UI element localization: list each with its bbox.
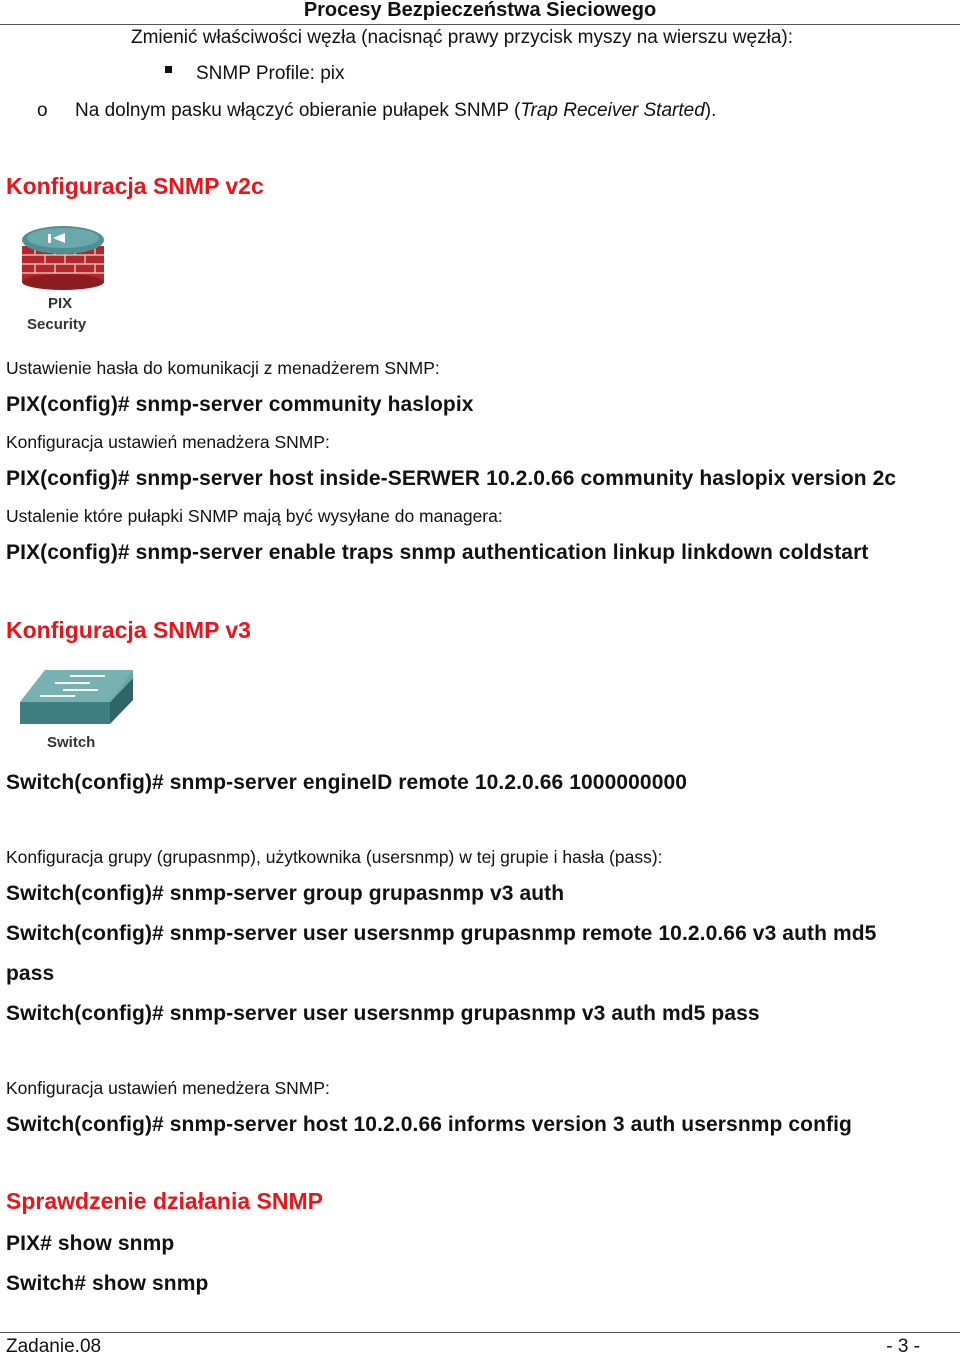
footer-page-number: - 3 - [886,1336,920,1356]
command-line: PIX(config)# snmp-server enable traps snmp authentication linkup linkdown coldstart [6,541,869,564]
description-text: Ustawienie hasła do komunikacji z menadżerem SNMP: [6,358,440,378]
command-line-continuation: pass [6,962,55,985]
command-line: Switch(config)# snmp-server engineID remote 10.2.0.66 1000000000 [6,771,688,794]
command-line: Switch# show snmp [6,1272,209,1295]
switch-icon [15,664,140,729]
command-line: Switch(config)# snmp-server user usersnmp grupasnmp remote 10.2.0.66 v3 auth md5 [6,922,877,945]
description-text: Konfiguracja ustawień menadżera SNMP: [6,432,330,452]
command-line: PIX(config)# snmp-server host inside-SERWER 10.2.0.66 community haslopix version 2c [6,467,897,490]
description-text: Konfiguracja ustawień menedżera SNMP: [6,1078,330,1098]
section-heading: Konfiguracja SNMP v2c [6,173,264,199]
command-line: Switch(config)# snmp-server group grupasnmp v3 auth [6,882,565,905]
command-line: Switch(config)# snmp-server user usersnmp grupasnmp v3 auth md5 pass [6,1002,760,1025]
section-heading: Konfiguracja SNMP v3 [6,617,251,643]
footer-rule [0,1332,960,1333]
bullet-item [75,101,716,120]
command-line: Switch(config)# snmp-server host 10.2.0.66 informs version 3 auth usersnmp config [6,1113,852,1136]
footer-task-label: Zadanie.08 [6,1336,102,1356]
switch-icon-label: Switch [47,734,96,751]
bullet-italic-text: Trap Receiver Started [520,100,705,121]
square-bullet-icon [165,66,172,73]
intro-line: Zmienić właściwości węzła (nacisnąć prawy przycisk myszy na wierszu węzła): [131,27,793,48]
bullet-text: ). [704,100,717,121]
bullet-item: SNMP Profile: pix [196,63,345,84]
command-line: PIX# show snmp [6,1232,175,1255]
pix-icon-label: PIX [48,295,73,312]
section-heading: Sprawdzenie działania SNMP [6,1188,323,1214]
description-text: Ustalenie które pułapki SNMP mają być wysyłane do managera: [6,506,503,526]
circle-bullet-icon: o [37,100,48,121]
pix-icon-label: Security [27,316,87,333]
command-line: PIX(config)# snmp-server community haslopix [6,393,474,416]
description-text: Konfiguracja grupy (grupasnmp), użytkownika (usersnmp) w tej grupie i hasła (pass): [6,847,663,867]
page-header-title: Procesy Bezpieczeństwa Sieciowego [303,0,657,21]
header-rule [0,24,960,25]
bullet-text: Na dolnym pasku włączyć obieranie pułapek SNMP ( [75,100,521,121]
